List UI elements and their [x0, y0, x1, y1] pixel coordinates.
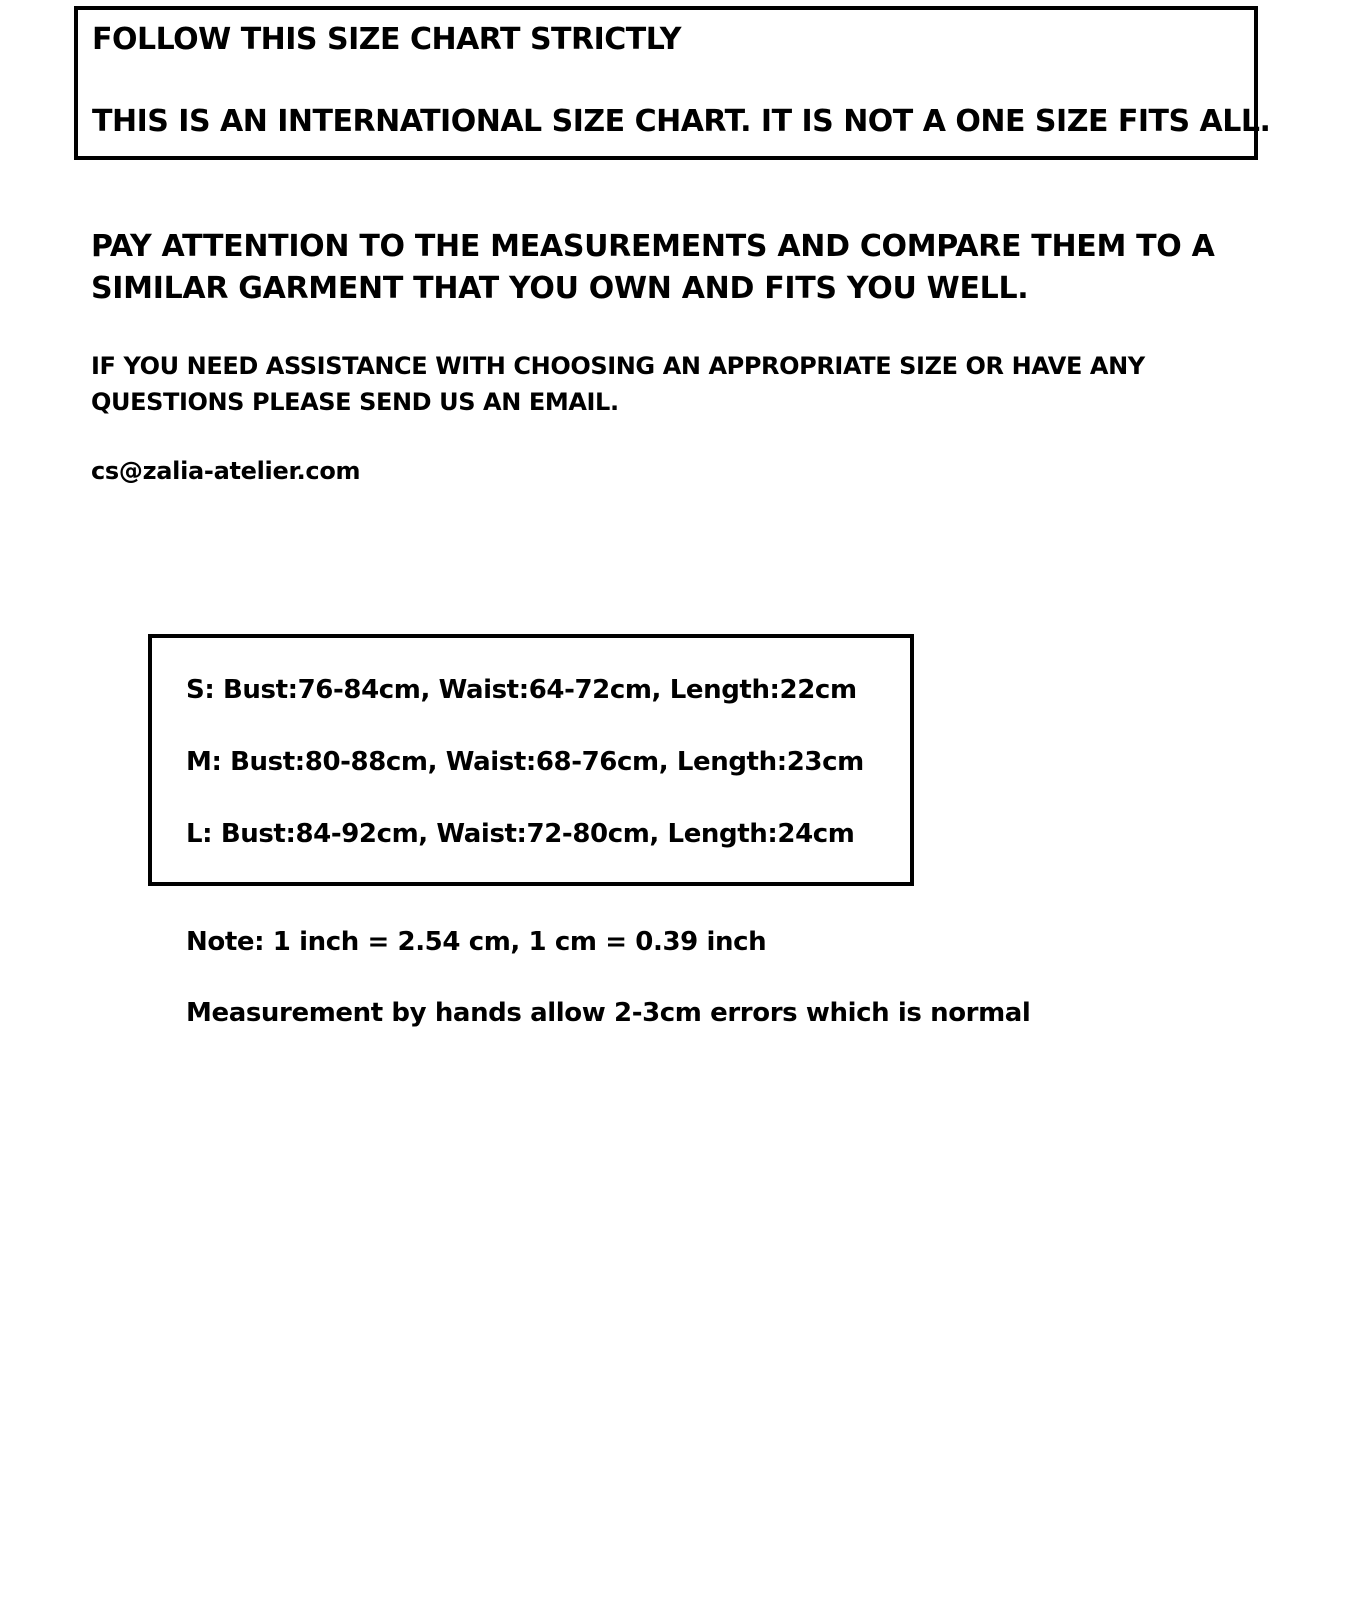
attention-line-2: SIMILAR GARMENT THAT YOU OWN AND FITS YOU WELL. [91, 271, 1029, 306]
size-row-l: L: Bust:84-92cm, Waist:72-80cm, Length:24cm [186, 819, 855, 849]
size-row-m: M: Bust:80-88cm, Waist:68-76cm, Length:23cm [186, 747, 864, 777]
header-title: FOLLOW THIS SIZE CHART STRICTLY [92, 22, 681, 57]
tolerance-note: Measurement by hands allow 2-3cm errors which is normal [186, 998, 1031, 1028]
attention-line-1: PAY ATTENTION TO THE MEASUREMENTS AND COMPARE THEM TO A [91, 229, 1215, 264]
conversion-note: Note: 1 inch = 2.54 cm, 1 cm = 0.39 inch [186, 927, 767, 957]
assistance-notice [91, 348, 1291, 420]
assistance-line-2: QUESTIONS PLEASE SEND US AN EMAIL. [91, 388, 619, 416]
contact-email: cs@zalia-atelier.com [91, 457, 361, 485]
assistance-line-1: IF YOU NEED ASSISTANCE WITH CHOOSING AN APPROPRIATE SIZE OR HAVE ANY [91, 352, 1145, 380]
header-subtitle: THIS IS AN INTERNATIONAL SIZE CHART. IT IS NOT A ONE SIZE FITS ALL. [92, 104, 1271, 139]
header-notice-box [74, 6, 1271, 160]
attention-notice [91, 226, 1291, 310]
size-row-s: S: Bust:76-84cm, Waist:64-72cm, Length:22cm [186, 675, 857, 705]
size-chart-box [148, 634, 914, 886]
